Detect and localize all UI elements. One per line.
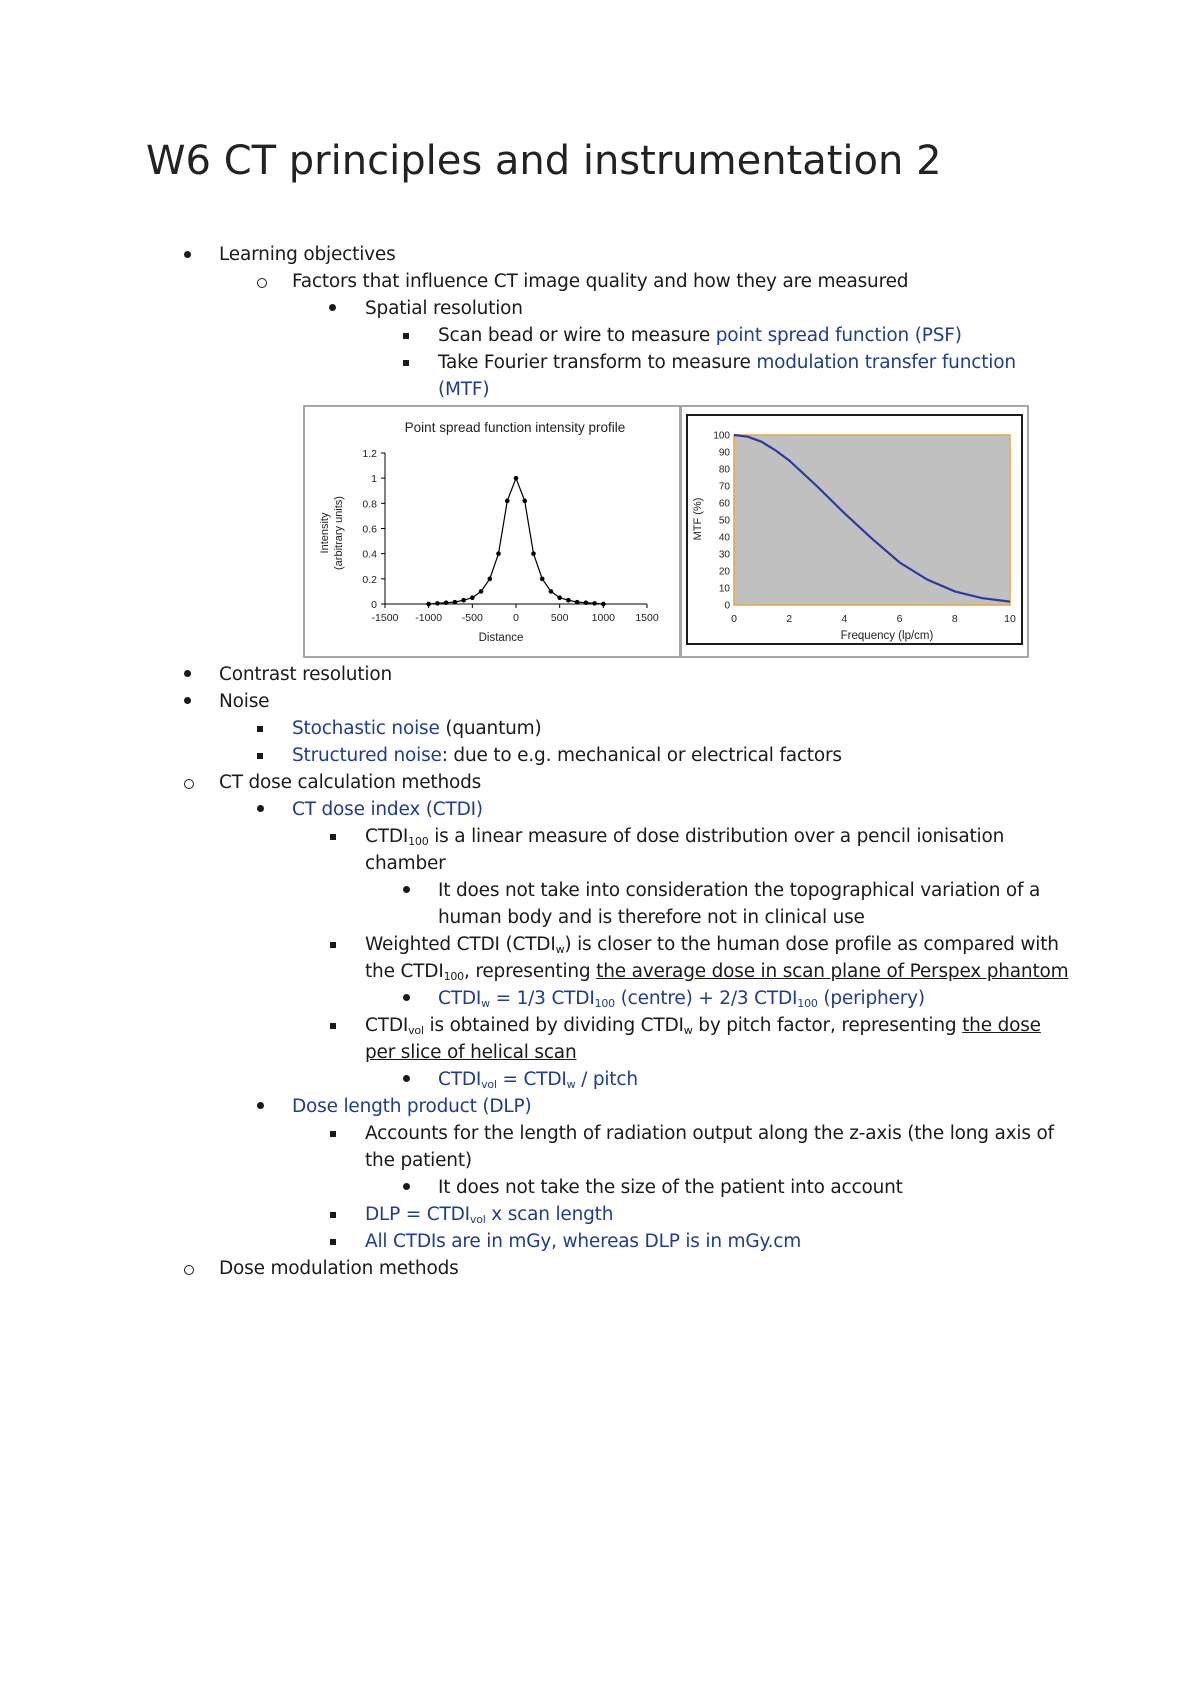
weighted-a: Weighted CTDI ( xyxy=(365,934,513,955)
psf-y-tick-label: 0.4 xyxy=(362,548,377,561)
item-structured-noise xyxy=(292,742,842,769)
item-noise: Noise xyxy=(219,691,270,712)
psf-y-label-line2: (arbitrary units) xyxy=(333,496,345,570)
vol-underline1: the dose xyxy=(962,1015,1041,1036)
psf-data-point xyxy=(566,598,571,603)
mtf-x-tick-label: 6 xyxy=(896,613,903,625)
item-units: All CTDIs are in mGy, whereas DLP is in mGy.cm xyxy=(365,1231,802,1252)
item-dose-calculation: CT dose calculation methods xyxy=(219,772,482,793)
bullet-dot-icon xyxy=(184,251,191,258)
item-ctdi-vol xyxy=(365,1012,1041,1039)
psf-y-tick-label: 1.2 xyxy=(362,448,377,460)
mtf-x-label: Frequency (lp/cm) xyxy=(840,630,934,642)
bullet-dot-icon xyxy=(403,1075,410,1082)
page-title: W6 CT principles and instrumentation 2 xyxy=(146,138,942,184)
item-stochastic-noise xyxy=(292,715,542,742)
psf-data-point xyxy=(505,499,510,504)
item-ctdi-title: CT dose index (CTDI) xyxy=(292,799,483,820)
psf-data-point xyxy=(444,600,449,605)
psf-data-point xyxy=(522,499,527,504)
stochastic-rest: (quantum) xyxy=(439,718,542,739)
psf-data-point xyxy=(435,601,440,606)
bullet-square-icon xyxy=(330,1212,336,1218)
item-ctdi100-line2: chamber xyxy=(365,853,446,874)
bullet-dot-icon xyxy=(257,805,264,812)
item-topographical-line2: human body and is therefore not in clinical use xyxy=(438,907,865,928)
bullet-square-icon xyxy=(403,333,409,339)
bullet-square-icon xyxy=(330,1239,336,1245)
psf-y-tick-label: 0 xyxy=(371,599,377,611)
psf-data-point xyxy=(496,551,501,556)
psf-title: Point spread function intensity profile xyxy=(404,420,626,435)
item-spatial-resolution: Spatial resolution xyxy=(365,298,523,319)
mtf-x-tick-label: 8 xyxy=(951,613,958,625)
item-weighted-ctdi xyxy=(365,931,1059,958)
item-dlp-title: Dose length product (DLP) xyxy=(292,1096,532,1117)
sub-w: w xyxy=(481,997,490,1010)
formula-ctdi-w xyxy=(438,985,925,1012)
psf-data-point xyxy=(470,595,475,600)
ctdi-text: CTDI xyxy=(523,1069,567,1090)
sub-w: w xyxy=(555,943,565,956)
mtf-y-tick-label: 80 xyxy=(718,464,730,476)
psf-data-point xyxy=(426,602,431,607)
psf-x-label: Distance xyxy=(478,632,524,644)
ctdi-text: CTDI xyxy=(754,988,798,1009)
item-contrast-resolution: Contrast resolution xyxy=(219,664,392,685)
sub-100: 100 xyxy=(443,970,464,983)
bullet-dot-icon xyxy=(184,670,191,677)
vol-rest2: by pitch factor, representing xyxy=(692,1015,963,1036)
bullet-dot-icon xyxy=(403,886,410,893)
item-mtf-line2: (MTF) xyxy=(438,379,490,400)
psf-data-point xyxy=(584,600,589,605)
bullet-square-icon xyxy=(257,753,263,759)
psf-data-point xyxy=(453,600,458,605)
psf-data-point xyxy=(549,589,554,594)
sub-vol: vol xyxy=(469,1213,486,1226)
ctdi100-rest: is a linear measure of dose distribution over a pencil ionisation xyxy=(428,826,1005,847)
formula-w-c: (periphery) xyxy=(817,988,925,1009)
stochastic-term: Stochastic noise xyxy=(292,718,440,739)
vol-rest: is obtained by dividing xyxy=(423,1015,641,1036)
bullet-circle-icon xyxy=(257,278,267,288)
mtf-y-tick-label: 0 xyxy=(724,600,730,612)
mtf-y-tick-label: 90 xyxy=(718,447,730,459)
psf-y-tick-label: 0.8 xyxy=(362,498,377,511)
psf-x-tick-label: -1000 xyxy=(415,612,443,624)
bullet-square-icon xyxy=(330,1023,336,1029)
item-dlp-size: It does not take the size of the patient into account xyxy=(438,1177,903,1198)
bullet-square-icon xyxy=(330,834,336,840)
psf-data-point xyxy=(575,600,580,605)
psf-data-point xyxy=(557,595,562,600)
formula-vol-b: / pitch xyxy=(575,1069,638,1090)
mtf-x-tick-label: 0 xyxy=(731,613,737,625)
formula-w-b: (centre) + 2/3 xyxy=(614,988,755,1009)
bullet-dot-icon xyxy=(403,1183,410,1190)
mtf-prefix: Take Fourier transform to measure xyxy=(438,352,757,373)
sub-w: w xyxy=(566,1078,576,1091)
item-dlp-accounts: Accounts for the length of radiation output along the z-axis (the long axis of xyxy=(365,1123,1054,1144)
psf-data-point xyxy=(461,598,466,603)
formula-dlp xyxy=(365,1201,613,1228)
bullet-square-icon xyxy=(330,1131,336,1137)
sub-vol: vol xyxy=(481,1078,497,1091)
structured-term: Structured noise xyxy=(292,745,442,766)
psf-series-line xyxy=(429,478,604,604)
mtf-y-tick-label: 10 xyxy=(718,583,730,595)
ctdi-text: CTDI xyxy=(426,1204,470,1225)
bullet-square-icon xyxy=(330,942,336,948)
psf-prefix: Scan bead or wire to measure xyxy=(438,325,716,346)
mtf-x-tick-label: 4 xyxy=(841,613,848,625)
bullet-square-icon xyxy=(403,360,409,366)
psf-data-point xyxy=(514,476,519,481)
sub-100: 100 xyxy=(797,997,818,1010)
psf-term: point spread function (PSF) xyxy=(715,325,962,346)
ctdi-text: CTDI xyxy=(365,1015,409,1036)
weighted-c: the xyxy=(365,961,401,982)
mtf-y-tick-label: 100 xyxy=(713,430,730,442)
weighted-underline: the average dose in scan plane of Perspex phantom xyxy=(596,961,1069,982)
bullet-circle-icon xyxy=(184,779,194,789)
mtf-x-tick-label: 10 xyxy=(1004,613,1016,625)
mtf-x-tick-label: 2 xyxy=(786,613,793,625)
sub-100: 100 xyxy=(594,997,615,1010)
mtf-y-tick-label: 60 xyxy=(718,498,730,510)
mtf-y-tick-label: 30 xyxy=(718,549,730,561)
mtf-y-label: MTF (%) xyxy=(692,497,704,541)
formula-w-a: = 1/3 xyxy=(489,988,552,1009)
formula-ctdi-vol xyxy=(438,1066,638,1093)
weighted-d: , representing xyxy=(463,961,597,982)
bullet-dot-icon xyxy=(184,697,191,704)
psf-x-tick-label: 0 xyxy=(513,612,519,624)
ctdi-text: CTDI xyxy=(640,1015,684,1036)
item-ctdi-vol-line2: per slice of helical scan xyxy=(365,1042,577,1063)
dlp-formula-a: DLP = xyxy=(365,1204,427,1225)
psf-y-tick-label: 1 xyxy=(371,473,377,486)
item-factors: Factors that influence CT image quality and how they are measured xyxy=(292,271,909,292)
psf-data-point xyxy=(531,551,536,556)
psf-data-point xyxy=(592,601,597,606)
item-topographical: It does not take into consideration the topographical variation of a xyxy=(438,880,1041,901)
item-psf xyxy=(438,322,962,349)
ctdi-text: CTDI xyxy=(551,988,595,1009)
psf-x-tick-label: -1500 xyxy=(371,612,399,624)
psf-data-point xyxy=(601,602,606,607)
mtf-y-tick-label: 70 xyxy=(718,481,730,493)
item-dlp-accounts-line2: the patient) xyxy=(365,1150,472,1171)
psf-x-tick-label: 1000 xyxy=(591,612,616,624)
mtf-term: modulation transfer function xyxy=(756,352,1016,373)
bullet-dot-icon xyxy=(329,304,336,311)
item-learning-objectives: Learning objectives xyxy=(219,244,396,265)
mtf-chart xyxy=(682,407,1027,656)
ctdi-text: CTDI xyxy=(365,826,409,847)
bullet-dot-icon xyxy=(403,994,410,1001)
psf-y-tick-label: 0.2 xyxy=(362,573,377,586)
sub-100: 100 xyxy=(408,835,429,848)
figure-psf-mtf xyxy=(303,405,1029,658)
psf-x-tick-label: 1500 xyxy=(635,612,659,624)
bullet-square-icon xyxy=(257,726,263,732)
psf-data-point xyxy=(488,577,493,582)
item-weighted-ctdi-line2 xyxy=(365,958,1068,985)
structured-rest: : due to e.g. mechanical or electrical factors xyxy=(441,745,842,766)
dlp-formula-b: x scan length xyxy=(485,1204,614,1225)
psf-x-tick-label: 500 xyxy=(550,612,569,624)
ctdi-text: CTDI xyxy=(438,1069,482,1090)
mtf-y-tick-label: 20 xyxy=(718,566,730,578)
psf-data-point xyxy=(540,577,545,582)
mtf-plot-area xyxy=(734,435,1010,605)
psf-x-tick-label: -500 xyxy=(461,612,483,624)
psf-y-label-line1: Intensity xyxy=(319,512,331,554)
item-mtf xyxy=(438,349,1016,376)
ctdi-text: CTDI xyxy=(438,988,482,1009)
bullet-circle-icon xyxy=(184,1265,194,1275)
weighted-b: ) is closer to the human dose profile as compared with xyxy=(564,934,1059,955)
psf-y-tick-label: 0.6 xyxy=(362,523,377,536)
mtf-y-tick-label: 40 xyxy=(718,532,730,544)
item-dose-modulation: Dose modulation methods xyxy=(219,1258,459,1279)
mtf-y-tick-label: 50 xyxy=(718,515,730,527)
ctdi-text: CTDI xyxy=(512,934,556,955)
psf-chart xyxy=(305,407,677,656)
sub-vol: vol xyxy=(408,1024,424,1037)
formula-vol-a: = xyxy=(496,1069,524,1090)
ctdi-text: CTDI xyxy=(400,961,444,982)
item-ctdi100 xyxy=(365,823,1004,850)
bullet-dot-icon xyxy=(257,1102,264,1109)
sub-w: w xyxy=(683,1024,693,1037)
psf-data-point xyxy=(479,589,484,594)
